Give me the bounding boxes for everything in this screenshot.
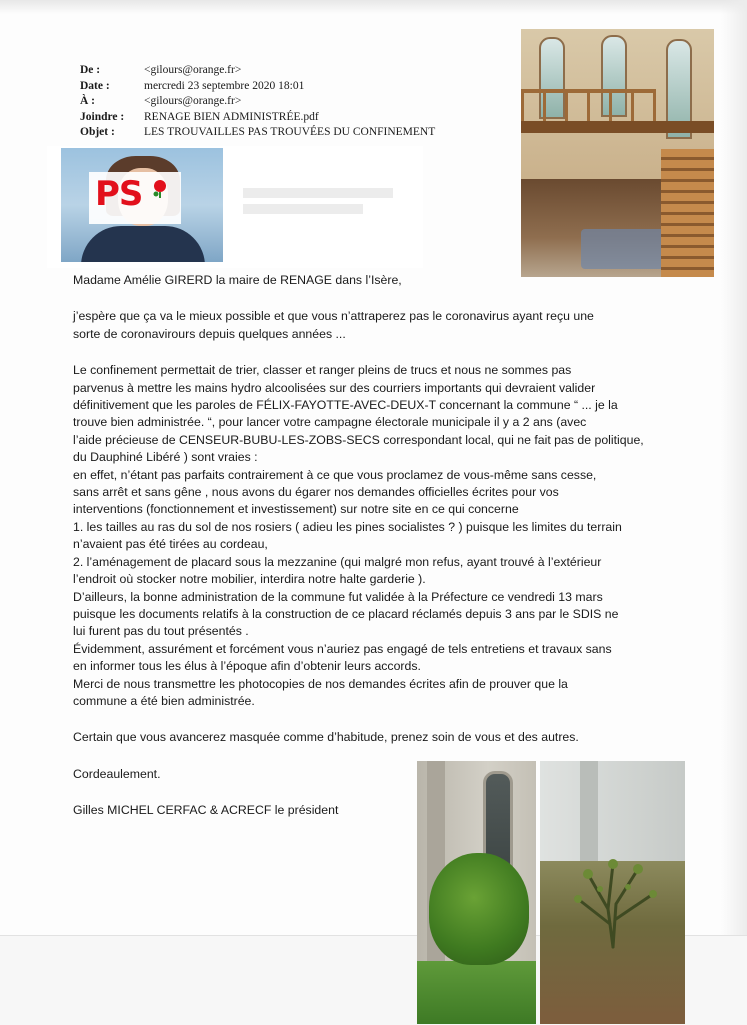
attachment-name: RENAGE BIEN ADMINISTRÉE.pdf [144,110,319,123]
portrait-jacket [81,226,205,262]
text-line: Merci de nous transmettre les photocopies de nos demandes écrites afin de prouver que la [73,676,568,691]
text-line: interventions (fonctionnement et investissement) sur notre site en ce qui concerne [73,502,519,517]
text-line: du Dauphiné Libéré ) sont vraies : [73,450,258,465]
text-line: lui furent pas du tout présentés . [73,624,249,639]
text-line: parvenus à mettre les mains hydro alcoolisées sur des courriers importants qui devraient valider [73,380,596,395]
letter-body [73,272,673,820]
text-line: Le confinement permettait de trier, classer et ranger pleins de trucs et nous ne sommes pas [73,363,572,378]
header-label: À : [80,95,96,107]
portrait-image [61,148,223,262]
rosebush-stems [558,849,668,949]
text-line: 2. l’aménagement de placard sous la mezzanine (qui malgré mon refus, ayant trouvé à l’extérieur [73,554,602,569]
header-label: Joindre : [80,110,125,123]
text-line: définitivement que les paroles de FÉLIX-FAYOTTE-AVEC-DEUX-T concernant la commune “ ... je la [73,398,618,413]
text-line: l’aide précieuse de CENSEUR-BUBU-LES-ZOBS-SECS correspondant local, qui ne fait pas de politique, [73,432,644,447]
paragraph-2 [73,362,673,710]
email-header-row-to [80,94,435,110]
text-line: sorte de coronavirours depuis quelques années ... [73,326,346,341]
text-line: commune a été bien administrée. [73,693,255,708]
text-line: j’espère que ça va le mieux possible et que vous n’attraperez pas le coronavirus ayant reçu une [73,309,594,324]
email-header-row-attachment [80,110,435,126]
rose-icon [150,178,170,198]
email-header-row-from [80,63,435,79]
page-top-shadow [0,0,747,14]
email-header-row-date [80,79,435,95]
text-line: en informer tous les élus à l’époque afin d’obtenir leurs accords. [73,659,421,674]
text-line: D’ailleurs, la bonne administration de la commune fut validée à la Préfecture ce vendredi 13 mars [73,589,603,604]
recipient-address: <gilours@orange.fr> [144,95,242,107]
faded-text-bleed [243,188,413,214]
sender-address: <gilours@orange.fr> [144,64,242,76]
text-line: puisque les documents relatifs à la construction de ce placard réclamés depuis 3 ans par le SDIS ne [73,606,619,621]
ps-logo: PS [95,174,143,214]
trimmed-bush [429,853,529,965]
mezzanine-photo [521,29,714,277]
greeting: Madame Amélie GIRERD la maire de RENAGE dans l’Isère, [73,273,402,287]
text-line: 1. les tailles au ras du sol de nos rosiers ( adieu les pines socialistes ? ) puisque les limites du terrain [73,519,622,534]
wooden-staircase [661,149,714,277]
header-label: De : [80,64,101,76]
salutation: Cordeaulement. [73,766,161,781]
text-line: n’avaient pas été tirées au cordeau, [73,537,268,552]
closing-line: Certain que vous avancerez masquée comme d’habitude, prenez soin de vous et des autres. [73,730,579,745]
sent-date: mercredi 23 septembre 2020 18:01 [144,79,305,92]
text-line: trouve bien administrée. “, pour lancer votre campagne électorale municipale il y a 2 ans (avec [73,415,587,430]
header-label: Objet : [80,126,115,138]
text-line: en effet, n’étant pas parfaits contrairement à ce que vous proclamez de vous-même sans cesse, [73,467,597,482]
signature: Gilles MICHEL CERFAC & ACRECF le président [73,803,339,818]
email-subject: LES TROUVAILLES PAS TROUVÉES DU CONFINEMENT [144,126,436,138]
page-right-shadow [721,0,747,1024]
text-line: Évidemment, assurément et forcément vous n’auriez pas engagé de tels entretiens et travaux sans [73,641,612,656]
church-bush-photo [417,761,536,1024]
text-line: l’endroit où stocker notre mobilier, interdira notre halte garderie ). [73,572,426,587]
paragraph-1 [73,308,673,343]
email-header [80,63,435,141]
play-area-rug [581,229,671,269]
mezzanine-floor [521,121,714,133]
pruned-rosebush-photo [540,761,685,1024]
lawn [417,961,536,1024]
email-header-row-subject [80,125,435,141]
ps-mayor-photo [47,146,423,268]
header-label: Date : [80,79,110,92]
text-line: sans arrêt et sans gêne , nous avons du égarer nos demandes officielles écrites pour vos [73,485,559,500]
